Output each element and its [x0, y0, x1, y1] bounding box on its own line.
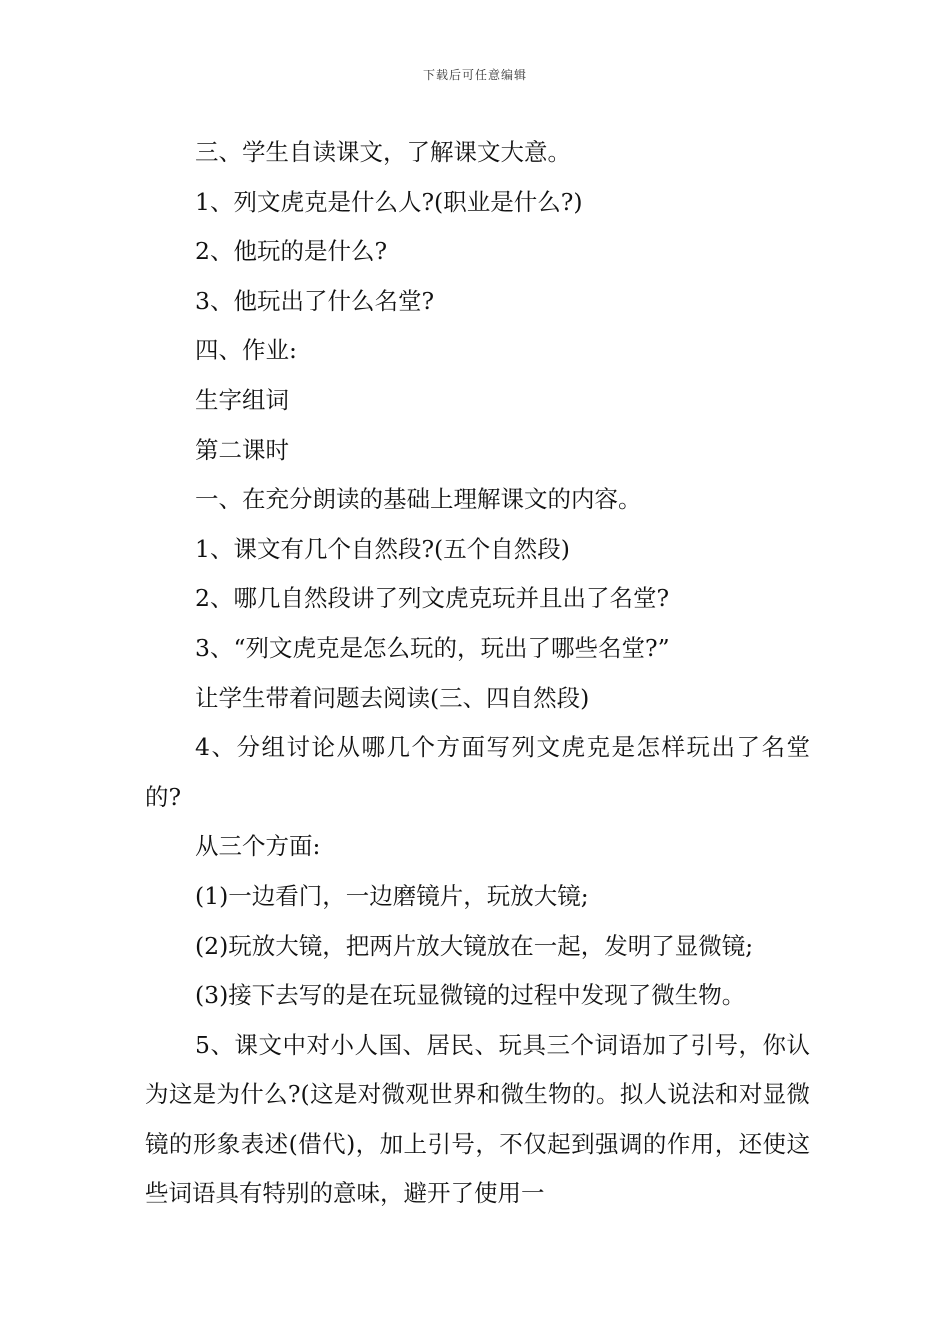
paragraph-13: 4、分组讨论从哪几个方面写列文虎克是怎样玩出了名堂的? [145, 733, 810, 811]
paragraph-5: 四、作业: [195, 336, 297, 365]
paragraph-15: (1)一边看门，一边磨镜片，玩放大镜; [195, 881, 589, 910]
paragraph-18: 5、课文中对小人国、居民、玩具三个词语加了引号，你认为这是为什么?(这是对微观世界和微生物的。拟人说法和对显微镜的形象表述(借代)，加上引号，不仅起到强调的作用，还使这些词语具有特别的意味，避开了使用一 [145, 1030, 810, 1208]
paragraph-7: 第二课时 [195, 435, 289, 464]
paragraph-6: 生字组词 [195, 385, 289, 414]
paragraph-14: 从三个方面: [195, 832, 321, 861]
paragraph-16: (2)玩放大镜，把两片放大镜放在一起，发明了显微镜; [195, 931, 754, 960]
paragraph-10: 2、哪几自然段讲了列文虎克玩并且出了名堂? [195, 584, 670, 613]
paragraph-4: 3、他玩出了什么名堂? [195, 286, 435, 315]
paragraph-3: 2、他玩的是什么? [195, 237, 388, 266]
paragraph-2: 1、列文虎克是什么人?(职业是什么?) [195, 187, 583, 216]
document-body [145, 128, 810, 1219]
paragraph-1: 三、学生自读课文，了解课文大意。 [195, 138, 571, 166]
paragraph-11: 3、“列文虎克是怎么玩的，玩出了哪些名堂?” [195, 633, 670, 662]
paragraph-12: 让学生带着问题去阅读(三、四自然段) [195, 683, 590, 712]
paragraph-9: 1、课文有几个自然段?(五个自然段) [195, 534, 570, 563]
paragraph-17: (3)接下去写的是在玩显微镜的过程中发现了微生物。 [195, 981, 746, 1010]
paragraph-8: 一、在充分朗读的基础上理解课文的内容。 [195, 485, 642, 514]
page-header: 下载后可任意编辑 [422, 68, 527, 82]
